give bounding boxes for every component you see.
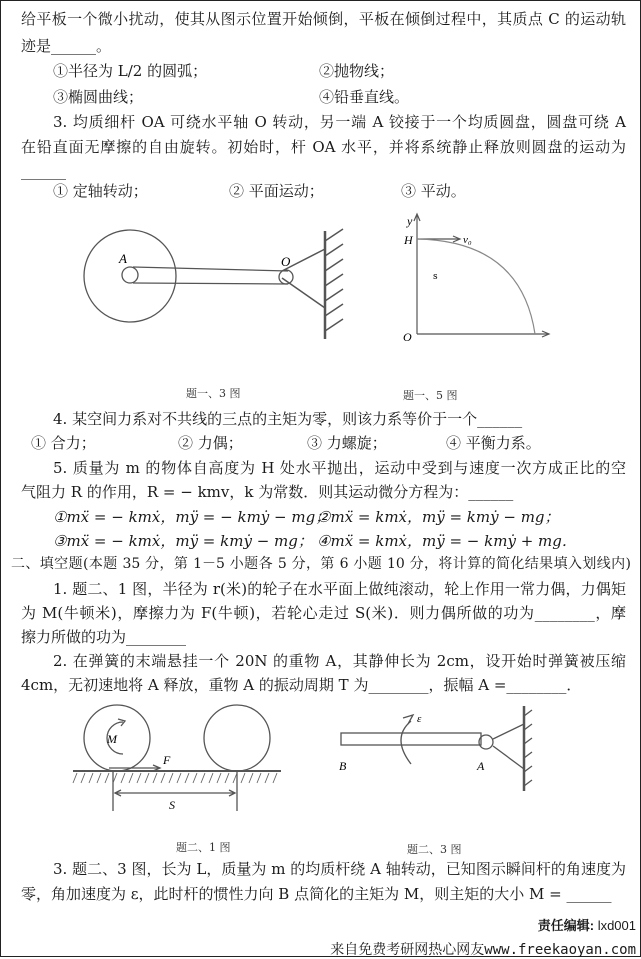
section-2-heading: 二、填空题(本题 35 分，第 1－5 小题各 5 分，第 6 小题 10 分，将计算的简化结果填入划线内)	[11, 556, 631, 572]
q5-option-2: ②mẍ = kmẋ，mÿ = kmẏ − mg；	[317, 508, 560, 526]
label-h: H	[404, 233, 413, 247]
figure-1-5-trajectory	[401, 211, 551, 344]
q5-text-line1: 5. 质量为 m 的物体自高度为 H 处水平抛出，运动中受到与速度一次方成正比的空	[53, 459, 626, 477]
figure-1-5-caption: 题一、5 图	[403, 389, 458, 402]
q4-option-2: ② 力偶；	[178, 434, 243, 452]
label-y: y	[407, 214, 413, 228]
label-m: M	[107, 732, 117, 746]
q4-option-3: ③ 力螺旋；	[307, 434, 387, 452]
figure-1-3-caption: 题一、3 图	[186, 387, 241, 400]
q3-option-3: ③ 平动。	[401, 182, 466, 200]
q3-text-line2: 在铅直面无摩擦的自由旋转。初始时，杆 OA 水平，并将系统静止释放则圆盘的运动为	[21, 138, 626, 156]
s2q3-text-line2: 零，角加速度为 ε，此时杆的惯性力向 B 点简化的主矩为 M，则主矩的大小 M = ______	[21, 885, 612, 903]
s2q1-text-line2: 为 M(牛顿米)，摩擦力为 F(牛顿)，若轮心走过 S(米)．则力偶所做的功为________，摩	[21, 604, 626, 622]
label-s: s	[433, 272, 438, 282]
s2q1-text-line3: 擦力所做的功为________	[21, 628, 187, 646]
q2-option-3: ③椭圆曲线；	[53, 88, 144, 106]
q2-text-line1: 给平板一个微小扰动，使其从图示位置开始倾倒，平板在倾倒过程中，其质点 C 的运动轨	[21, 10, 626, 28]
s2q3-text-line1: 3. 题二、3 图，长为 L，质量为 m 的均质杆绕 A 轴转动，已知图示瞬间杆的角速度为	[53, 860, 626, 878]
label-s: S	[169, 798, 175, 812]
label-b: B	[339, 759, 347, 773]
s2q2-text-line2: 4cm，无初速地将 A 释放，重物 A 的振动周期 T 为________，振幅 A =________．	[21, 676, 582, 694]
q2-option-2: ②抛物线；	[319, 62, 395, 80]
q2-option-4: ④铅垂直线。	[319, 88, 410, 106]
q3-option-1: ① 定轴转动；	[53, 182, 148, 200]
q3-text-line3: ______	[21, 162, 66, 180]
q5-option-3: ③mẍ = − kmẋ，mÿ = kmẏ − mg；	[53, 532, 313, 550]
q4-option-4: ④ 平衡力系。	[446, 434, 541, 452]
q2-text-line2: 迹是______。	[21, 37, 112, 55]
q4-text-line1: 4. 某空间力系对不共线的三点的主矩为零，则该力系等价于一个______	[53, 410, 523, 428]
q3-option-2: ② 平面运动；	[229, 182, 324, 200]
label-f: F	[163, 753, 171, 767]
label-o: O	[281, 254, 291, 269]
label-o: O	[403, 330, 412, 344]
q2-option-1: ①半径为 L/2 的圆弧；	[53, 62, 208, 80]
q3-text-line1: 3. 均质细杆 OA 可绕水平轴 O 转动，另一端 A 铰接于一个均质圆盘，圆盘可绕 A	[53, 113, 626, 131]
source-watermark: 来自免费考研网热心网友www.freekaoyan.com	[330, 942, 636, 958]
label-a: A	[119, 251, 127, 266]
s2q1-text-line1: 1. 题二、1 图，半径为 r(米)的轮子在水平面上做纯滚动，轮上作用一常力偶，力偶矩	[53, 580, 626, 598]
q5-text-line2: 气阻力 R 的作用，R = − kmv，k 为常数．则其运动微分方程为：______	[21, 483, 514, 501]
q4-option-1: ① 合力；	[31, 434, 96, 452]
label-v0: v₀	[463, 234, 472, 246]
editor-label: 责任编辑:	[537, 918, 595, 933]
s2q2-text-line1: 2. 在弹簧的末端悬挂一个 20N 的重物 A，其静伸长为 2cm，设开始时弹簧被压缩	[53, 652, 626, 670]
label-epsilon: ε	[417, 713, 422, 725]
q5-option-4: ④mẍ = kmẋ，mÿ = − kmẏ + mg．	[317, 532, 577, 550]
q5-option-1: ①mẍ = − kmẋ，mÿ = − kmẏ − mg；	[53, 508, 331, 526]
figure-2-1-caption: 题二、1 图	[176, 841, 231, 854]
figure-1-3-wall-support	[281, 221, 361, 341]
editor-name: lxd001	[597, 918, 636, 933]
figure-2-3-rod	[341, 706, 611, 816]
figure-2-3-caption: 题二、3 图	[407, 843, 462, 856]
label-a: A	[477, 759, 485, 773]
editor-credit	[538, 915, 636, 934]
figure-1-3-disk-rod	[81, 211, 291, 341]
figure-2-1-rolling-wheel	[71, 701, 291, 816]
